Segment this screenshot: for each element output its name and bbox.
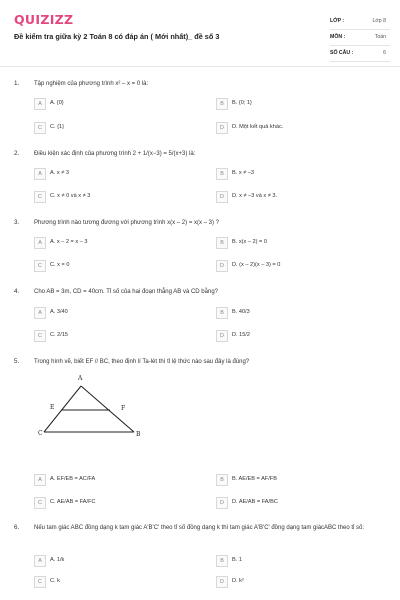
option-text: B. {0; 1} [232,100,252,106]
option-text: B. AE/EB = AF/FB [232,476,277,482]
meta-value-class: Lớp 8 [372,18,386,24]
question-number: 6. [14,524,20,531]
meta-row-subject [330,30,390,46]
triangle-figure [38,374,148,444]
option-text: A. x – 2 = x – 3 [50,239,88,245]
option-letter: B [216,474,228,486]
document-title: Đề kiểm tra giữa kỳ 2 Toán 8 có đáp án ( Mới nhất)_ đề số 3 [14,32,220,41]
question-number: 2. [14,150,20,157]
question-number: 3. [14,219,20,226]
question-text: Trong hình vẽ, biết EF // BC, theo định lí Ta-lét thì tỉ lệ thức nào sau đây là đúng? [34,359,250,365]
option-text: D. AE/AB = FA/BC [232,499,278,505]
question-text: Nếu tam giác ABC đồng dạng k tam giác A'B'C' theo tỉ số đồng dạng k thì tam giác A'B'C' đồng dạng tam giácABC theo tỉ số: [34,525,365,531]
option-text: A. 1/k [50,557,65,563]
question-number: 4. [14,288,20,295]
option-letter: A [34,237,46,249]
option-text: C. 2/15 [50,332,69,338]
option-text: A. EF/EB = AC/FA [50,476,96,482]
option-letter: B [216,555,228,567]
meta-row-class [330,14,390,30]
option-text: D. (x – 2)(x – 3) = 0 [232,262,281,268]
question-text: Tập nghiệm của phương trình x² – x = 0 là: [34,81,149,87]
option-letter: C [34,330,46,342]
option-letter: C [34,260,46,272]
question-number: 5. [14,358,20,365]
option-letter: D [216,497,228,509]
option-letter: C [34,576,46,588]
meta-value-subject: Toán [374,34,386,40]
quizizz-logo: QUIZIZZ [14,12,74,27]
option-text: C. k [50,578,60,584]
page-header [14,10,390,58]
option-letter: B [216,98,228,110]
option-text: B. 1 [232,557,242,563]
option-letter: A [34,98,46,110]
meta-label-subject: MÔN : [330,34,346,40]
option-letter: A [34,555,46,567]
option-text: C. AE/AB = FA/FC [50,499,96,505]
option-letter: D [216,576,228,588]
option-letter: A [34,307,46,319]
option-letter: D [216,122,228,134]
option-letter: D [216,260,228,272]
meta-label-count: SỐ CÂU : [330,50,354,56]
option-text: B. x(x – 2) = 0 [232,239,267,245]
meta-label-class: LỚP : [330,18,345,24]
option-letter: A [34,168,46,180]
label-c: C [38,430,43,437]
option-text: B. x ≠ –3 [232,170,255,176]
label-b: B [136,431,141,438]
meta-value-count: 6 [383,50,386,56]
option-text: D. Một kết quả khác. [232,124,284,130]
option-letter: C [34,122,46,134]
meta-row-count [330,46,390,62]
option-text: C. x = 0 [50,262,70,268]
option-letter: C [34,191,46,203]
option-letter: B [216,307,228,319]
header-divider [0,66,400,67]
option-letter: B [216,168,228,180]
option-text: D. x ≠ –3 và x ≠ 3. [232,193,278,199]
option-text: A. x ≠ 3 [50,170,69,176]
option-letter: C [34,497,46,509]
option-text: A. {0} [50,100,64,106]
question-text: Điều kiện xác định của phương trình 2 + 1/(x−3) = 5/(x+3) là: [34,151,196,157]
option-letter: D [216,330,228,342]
label-f: F [121,405,126,412]
option-letter: A [34,474,46,486]
option-text: C. x ≠ 0 và x ≠ 3 [50,193,91,199]
option-letter: B [216,237,228,249]
question-number: 1. [14,80,20,87]
question-text: Phương trình nào tương đương với phương trình x(x – 2) = x(x – 3) ? [34,220,219,226]
option-text: C. {1} [50,124,64,130]
side-ab [81,386,134,432]
question-text: Cho AB = 3m, CD = 40cm. Tỉ số của hai đoạn thẳng AB và CD bằng? [34,289,218,295]
label-e: E [50,404,55,411]
option-text: D. k² [232,578,244,584]
option-text: A. 3/40 [50,309,68,315]
option-text: D. 15/2 [232,332,251,338]
meta-table [330,14,390,62]
label-a: A [78,375,83,382]
triangle-diagram [38,374,148,444]
option-letter: D [216,191,228,203]
option-text: B. 40/3 [232,309,250,315]
